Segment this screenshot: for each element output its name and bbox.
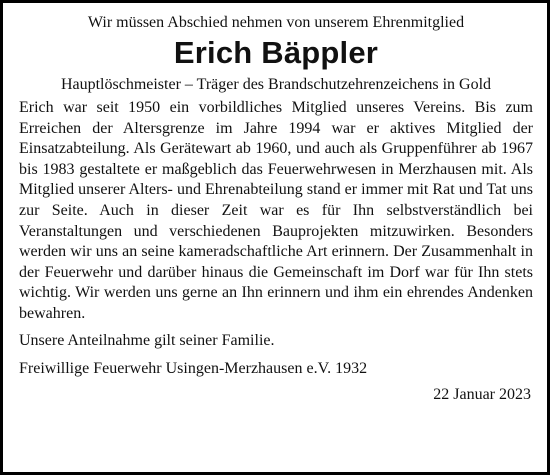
deceased-name: Erich Bäppler [173, 35, 379, 70]
rank-line: Hauptlöschmeister – Träger des Brandschutzehrenzeichens in Gold [60, 76, 492, 93]
intro-line: Wir müssen Abschied nehmen von unserem Ehrenmitglied [87, 14, 465, 31]
tribute-text: Erich war seit 1950 ein vorbildliches Mitglied unseres Vereins. Bis zum Erreichen der Altersgrenze im Jahre 1994 war er aktives Mitglied der Einsatzabteilung. Als Gerätewart ab 1960, und auch als Gruppenführer ab 1967 bis 1983 gestaltete er maßgeblich das Feuerwehrwesen in Merzhausen mit. Als Mitglied unserer Alters- und Ehrenabteilung stand er immer mit Rat und Tat uns zur Seite. Auch in dieser Zeit war es für Ihn selbstverständlich bei Veranstaltungen und verschiedenen Bauprojekten mitzuwirken. Besonders werden wir uns an seine kameradschaftliche Art erinnern. Der Zusammenhalt in der Feuerwehr und darüber hinaus die Gemeinschaft im Dorf war für Ihn stets wichtig. Wir werden uns gerne an Ihn erinnern und ihm ein ehrendes Andenken bewahren. [19, 99, 533, 322]
condolence-line: Unsere Anteilnahme gilt seiner Familie. [19, 331, 275, 349]
organization-signature: Freiwillige Feuerwehr Usingen-Merzhausen e.V. 1932 [19, 359, 368, 377]
notice-date: 22 Januar 2023 [433, 385, 531, 403]
